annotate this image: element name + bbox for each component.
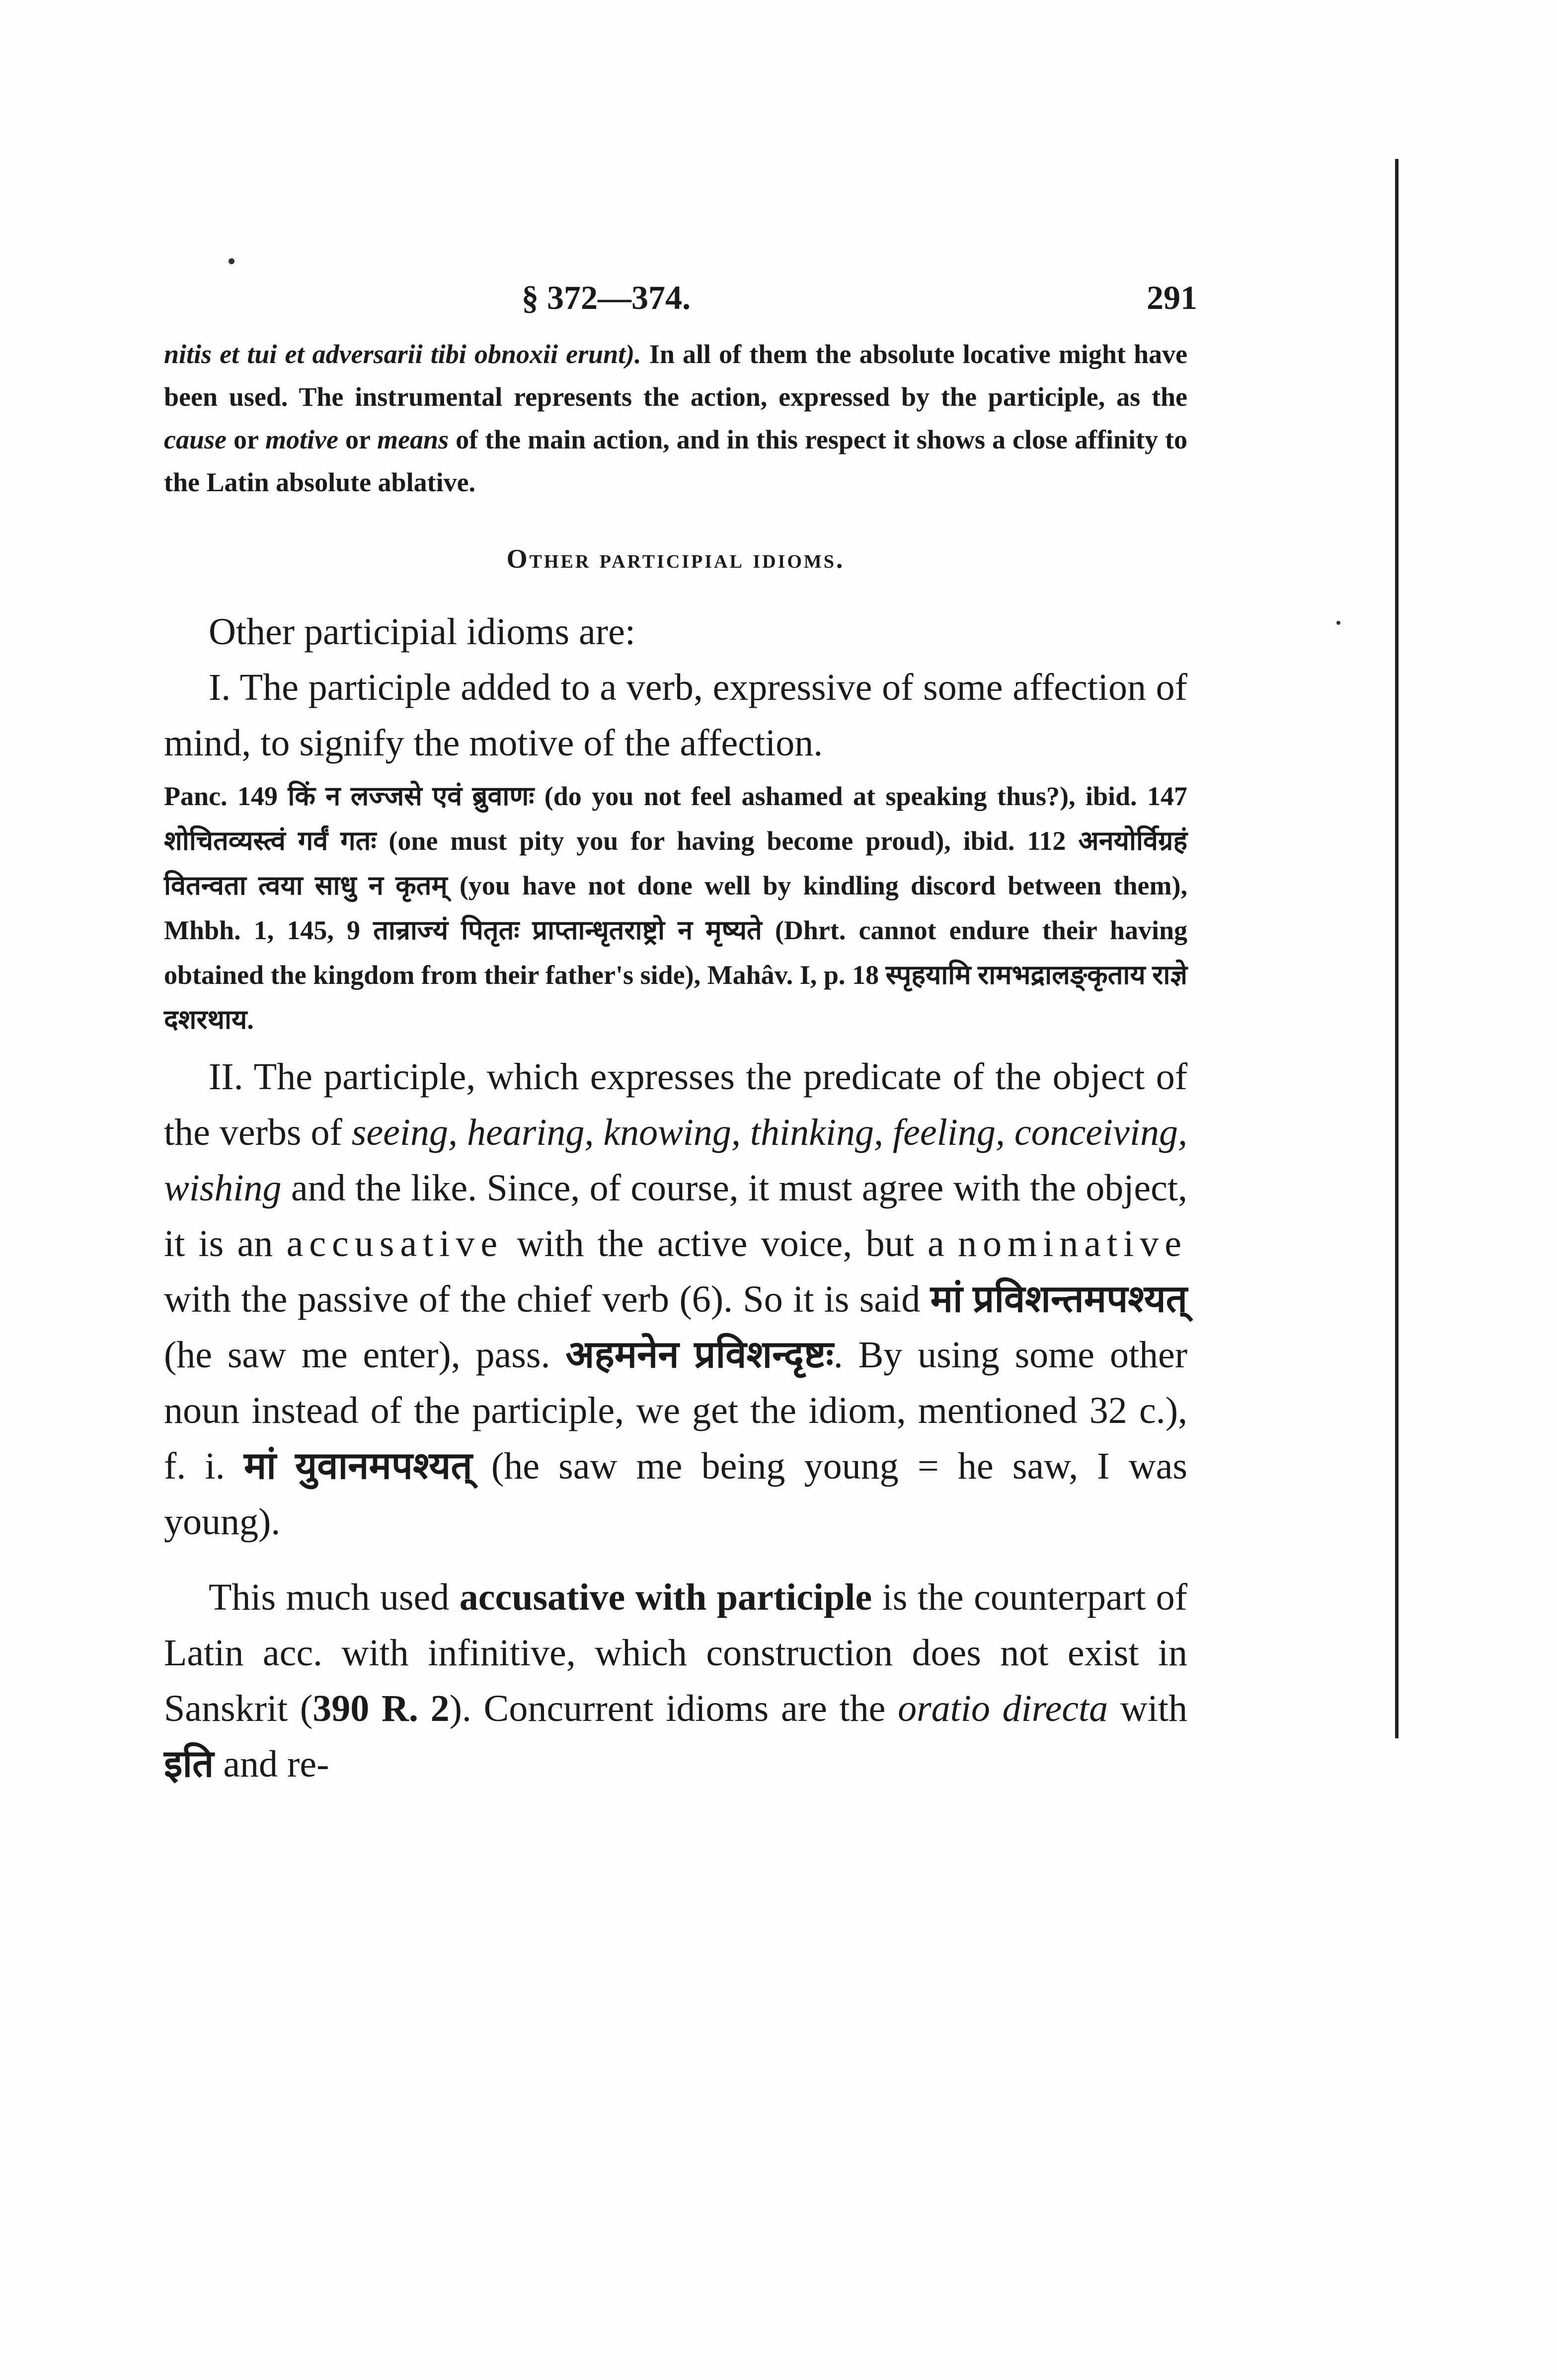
section-3-text: This much used accusative with participle is the counterpart of Latin acc. with infinitive, which construction does not exist in Sanskrit (390 R. 2). Concurrent idioms are the oratio directa with इति and re- bbox=[164, 1576, 1187, 1785]
page-content bbox=[164, 278, 1197, 1792]
citations-block: Panc. 149 किं न लज्जसे एवं ब्रुवाणः (do you not feel ashamed at speaking thus?), ibid. 147 शोचितव्यस्त्वं गर्वं गतः (one must pity you for having become proud), ibid. 112 अनयोर्विग्रहं वितन्वता त्वया साधु न कृतम् (you have not done well by kindling discord between them), Mhbh. 1, 145, 9 तान्राज्यं पितृतः प्राप्तान्धृतराष्ट्रो न मृष्यते (Dhrt. cannot endure their having obtained the kingdom from their father's side), Mahâv. I, p. 18 स्पृहयामि रामभद्रालङ्कृताय राज्ञे दशरथाय. bbox=[164, 781, 1188, 1035]
page-header bbox=[164, 278, 1197, 333]
section-1-text: I. The participle added to a verb, expressive of some affection of mind, to signify the motive of the affection. bbox=[164, 667, 1187, 764]
section-2-text: II. The participle, which expresses the predicate of the object of the verbs of seeing, hearing, knowing, thinking, feeling, conceiving, wishing and the like. Since, of course, it must agree with the object, it is an accusative with the active voice, but a nominative with the passive of the chief verb (6). So it is said मां प्रविशन्तमपश्यत् (he saw me enter), pass. अहमनेन प्रविशन्दृष्टः. By using some other noun instead of the participle, we get the idiom, mentioned 32 c.), f. i. मां युवानमपश्यत् (he saw me being young = he saw, I was young). bbox=[164, 1056, 1188, 1543]
section-reference: § 372—374. bbox=[522, 279, 691, 316]
page-number: 291 bbox=[1147, 279, 1197, 316]
section-heading: Other participial idioms. bbox=[506, 544, 845, 574]
intro-line: Other participial idioms are: bbox=[209, 611, 635, 653]
speck-dot bbox=[229, 258, 234, 264]
latin-quote: nitis et tui et adversarii tibi obnoxii erunt). bbox=[164, 339, 641, 369]
top-paragraph: nitis et tui et adversarii tibi obnoxii erunt). In all of them the absolute locative might have been used. The instrumental represents the action, expressed by the participle, as the cause or motive or means of the main action, and in this respect it shows a close affinity to the Latin absolute ablative. bbox=[164, 339, 1187, 497]
speck-dot bbox=[1336, 621, 1340, 625]
margin-rule bbox=[1395, 159, 1399, 1738]
